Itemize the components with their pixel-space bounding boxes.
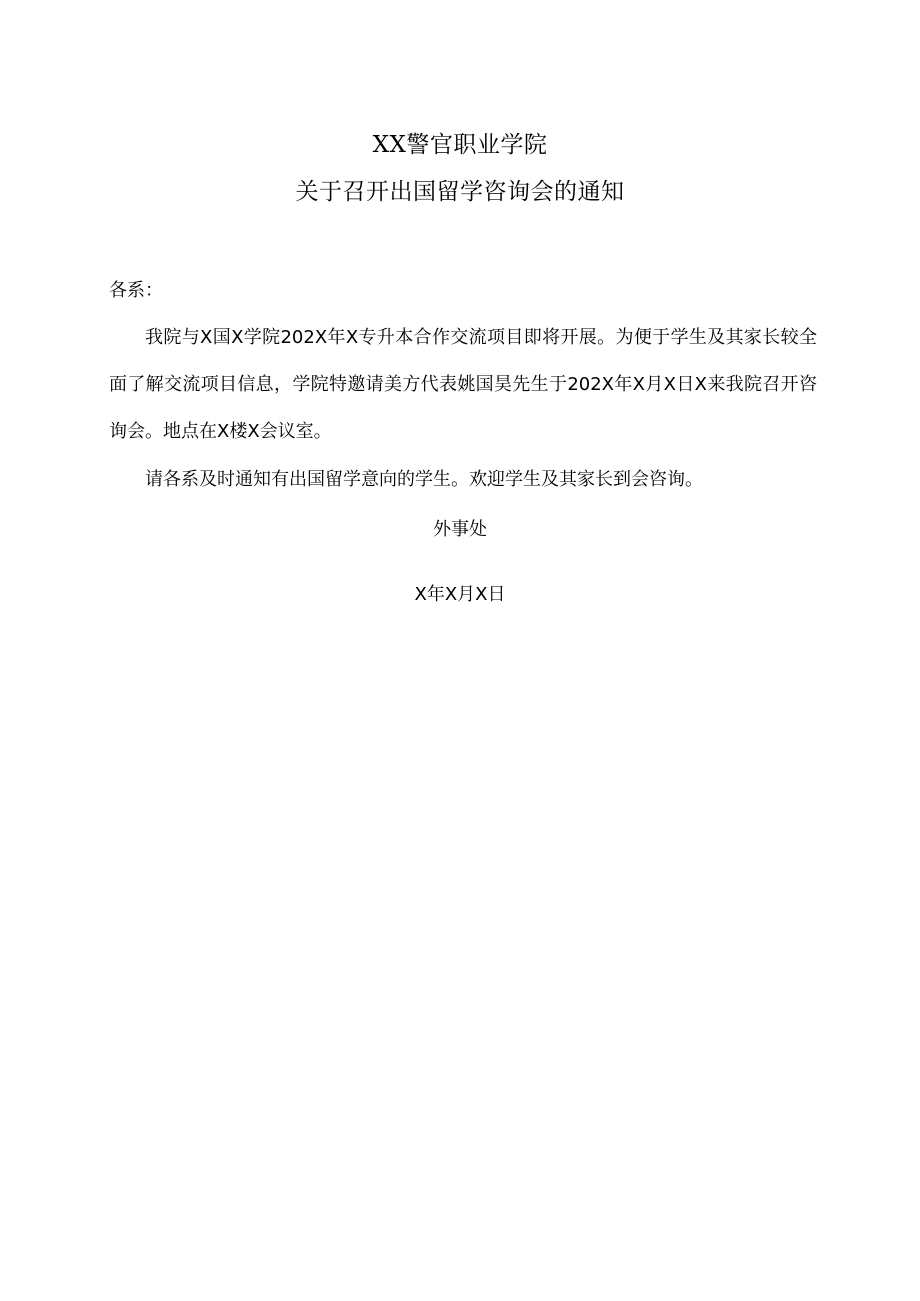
document-title-institution: XX警官职业学院 [372, 132, 548, 158]
body-paragraph-2: 请各系及时通知有出国留学意向的学生。欢迎学生及其家长到会咨询。 [145, 469, 703, 490]
salutation: 各系： [109, 280, 163, 301]
body-paragraph-1: 我院与X国X学院202X年X专升本合作交流项目即将开展。为便于学生及其家长较全面了解交流项目信息，学院特邀请美方代表姚国昊先生于202X年X月X日X来我院召开咨询会。地点在X楼X会议室。 [109, 327, 817, 442]
signature-department: 外事处 [433, 519, 487, 540]
document-title-subject: 关于召开出国留学咨询会的通知 [295, 179, 625, 205]
signature-date: X年X月X日 [414, 584, 506, 605]
